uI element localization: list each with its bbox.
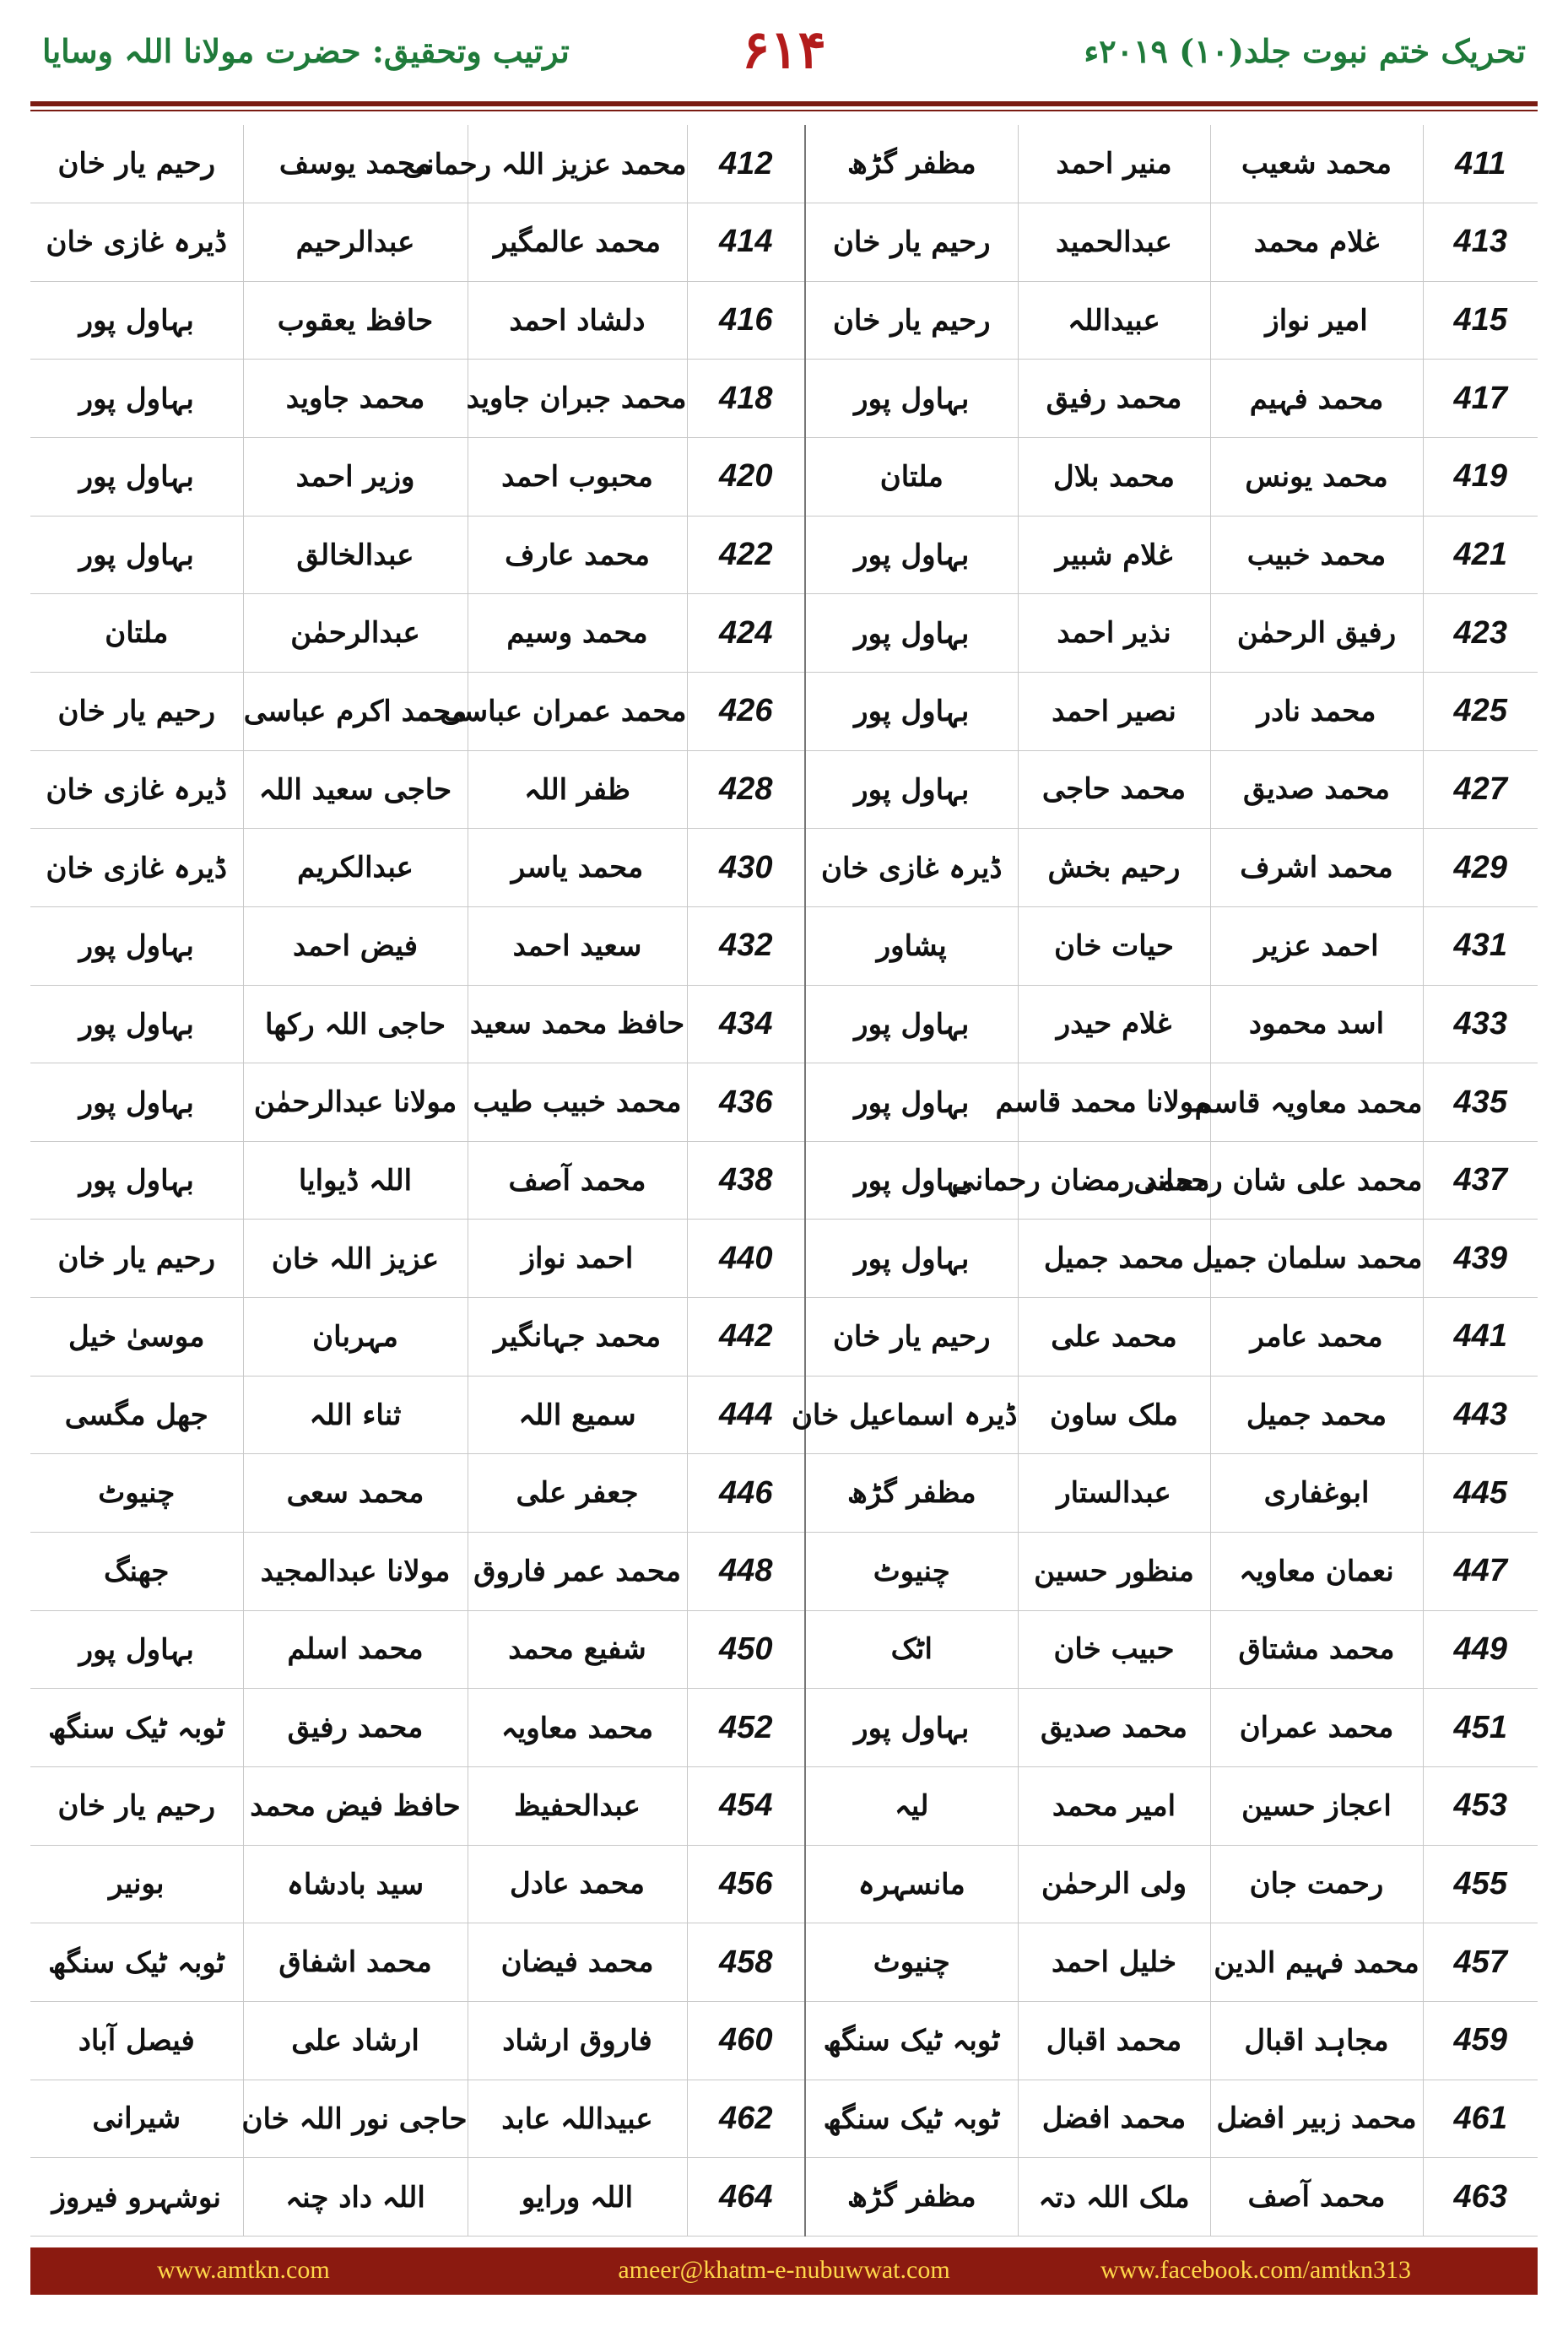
father-name: حافظ فیض محمد [243, 1766, 468, 1845]
father-name: امیر محمد [1018, 1766, 1210, 1845]
city-name: مظفر گڑھ [805, 125, 1018, 203]
father-name: اللہ ڈیوایا [243, 1141, 468, 1220]
city-name: بہاول پور [805, 1220, 1018, 1298]
header-rule [30, 101, 1538, 106]
serial-number: 444 [687, 1376, 805, 1454]
person-name: محمد نادر [1210, 672, 1423, 750]
serial-number: 411 [1423, 125, 1538, 203]
person-name: شفیع محمد [468, 1610, 687, 1689]
table-row [30, 1063, 1538, 1142]
father-name: مہربان [243, 1298, 468, 1377]
person-name: محمد یونس [1210, 438, 1423, 517]
city-name: جھل مگسی [30, 1376, 243, 1454]
table-row [30, 906, 1538, 985]
father-name: ملک اللہ دتہ [1018, 2158, 1210, 2237]
father-name: محمد افضل [1018, 2080, 1210, 2158]
city-name: رحیم یار خان [805, 281, 1018, 360]
city-name: بہاول پور [805, 1689, 1018, 1767]
person-name: محمد عادل [468, 1845, 687, 1923]
serial-number: 430 [687, 829, 805, 907]
father-name: عبدالکریم [243, 829, 468, 907]
serial-number: 460 [687, 2001, 805, 2080]
father-name: ولی الرحمٰن [1018, 1845, 1210, 1923]
city-name: بہاول پور [30, 1063, 243, 1142]
city-name: شیرانی [30, 2080, 243, 2158]
father-name: ارشاد علی [243, 2001, 468, 2080]
person-name: محمد شعیب [1210, 125, 1423, 203]
facebook-link[interactable]: www.facebook.com/amtkn313 [1100, 2256, 1411, 2284]
city-name: ڈیرہ اسماعیل خان [805, 1376, 1018, 1454]
city-name: ٹوبہ ٹیک سنگھ [805, 2080, 1018, 2158]
city-name: بہاول پور [805, 750, 1018, 829]
father-name: محمد علی [1018, 1298, 1210, 1377]
father-name: عبدالرحیم [243, 203, 468, 282]
person-name: محمد فہیم الدین [1210, 1923, 1423, 2002]
city-name: ڈیرہ غازی خان [30, 750, 243, 829]
serial-number: 416 [687, 281, 805, 360]
city-name: بہاول پور [805, 1063, 1018, 1142]
person-name: محمد فیضان [468, 1923, 687, 2002]
city-name: رحیم یار خان [805, 203, 1018, 282]
city-name: ڈیرہ غازی خان [30, 829, 243, 907]
email-link[interactable]: ameer@khatm-e-nubuwwat.com [618, 2256, 950, 2284]
city-name: اٹک [805, 1610, 1018, 1689]
serial-number: 454 [687, 1766, 805, 1845]
city-name: ڈیرہ غازی خان [30, 203, 243, 282]
city-name: مظفر گڑھ [805, 1454, 1018, 1533]
serial-number: 458 [687, 1923, 805, 2002]
serial-number: 434 [687, 985, 805, 1063]
table-row [30, 1454, 1538, 1533]
serial-number: 462 [687, 2080, 805, 2158]
table-row [30, 438, 1538, 517]
serial-number: 419 [1423, 438, 1538, 517]
person-name: محمد معاویہ [468, 1689, 687, 1767]
serial-number: 417 [1423, 360, 1538, 438]
person-name: محمد عالمگیر [468, 203, 687, 282]
city-name: بہاول پور [30, 438, 243, 517]
table-row [30, 1923, 1538, 2002]
serial-number: 415 [1423, 281, 1538, 360]
table-row [30, 1845, 1538, 1923]
father-name: عزیز اللہ خان [243, 1220, 468, 1298]
father-name: حاجی سعید اللہ [243, 750, 468, 829]
serial-number: 435 [1423, 1063, 1538, 1142]
father-name: غلام شبیر [1018, 516, 1210, 594]
table-row [30, 1689, 1538, 1767]
city-name: ملتان [805, 438, 1018, 517]
person-name: محمد جبران جاوید [468, 360, 687, 438]
father-name: محمد بلال [1018, 438, 1210, 517]
person-name: مجاہد اقبال [1210, 2001, 1423, 2080]
book-title: تحریک ختم نبوت جلد(۱۰) ۲۰۱۹ء [1084, 32, 1526, 70]
table-row [30, 360, 1538, 438]
father-name: ملک ساون [1018, 1376, 1210, 1454]
father-name: محمد جاوید [243, 360, 468, 438]
city-name: پشاور [805, 906, 1018, 985]
city-name: بہاول پور [30, 1141, 243, 1220]
person-name: محمد علی شان رحمانی [1210, 1141, 1423, 1220]
city-name: چنیوٹ [805, 1923, 1018, 2002]
father-name: مولانا عبدالمجید [243, 1533, 468, 1611]
father-name: محمد اشفاق [243, 1923, 468, 2002]
city-name: بہاول پور [805, 360, 1018, 438]
serial-number: 425 [1423, 672, 1538, 750]
serial-number: 453 [1423, 1766, 1538, 1845]
father-name: مولانا محمد قاسم [1018, 1063, 1210, 1142]
serial-number: 421 [1423, 516, 1538, 594]
serial-number: 452 [687, 1689, 805, 1767]
serial-number: 455 [1423, 1845, 1538, 1923]
father-name: سید بادشاہ [243, 1845, 468, 1923]
compiler-credit: ترتیب وتحقیق: حضرت مولانا اللہ وسایا [42, 32, 570, 70]
footer-bar [30, 2247, 1538, 2295]
person-name: عبدالحفیظ [468, 1766, 687, 1845]
person-name: فاروق ارشاد [468, 2001, 687, 2080]
father-name: عبدالخالق [243, 516, 468, 594]
city-name: ملتان [30, 594, 243, 673]
serial-number: 414 [687, 203, 805, 282]
city-name: رحیم یار خان [805, 1298, 1018, 1377]
father-name: عبدالستار [1018, 1454, 1210, 1533]
person-name: محمد آصف [1210, 2158, 1423, 2237]
father-name: محمد یوسف [243, 125, 468, 203]
city-name: بہاول پور [30, 985, 243, 1063]
page-number: ۶۱۴ [742, 19, 826, 80]
city-name: بہاول پور [30, 360, 243, 438]
person-name: نعمان معاویہ [1210, 1533, 1423, 1611]
father-name: وزیر احمد [243, 438, 468, 517]
father-name: محمد رفیق [243, 1689, 468, 1767]
serial-number: 429 [1423, 829, 1538, 907]
person-name: محمد عارف [468, 516, 687, 594]
serial-number: 427 [1423, 750, 1538, 829]
table-row [30, 2158, 1538, 2237]
serial-number: 457 [1423, 1923, 1538, 2002]
father-name: حاجی نور اللہ خان [243, 2080, 468, 2158]
father-name: منظور حسین [1018, 1533, 1210, 1611]
person-name: محمد معاویہ قاسم [1210, 1063, 1423, 1142]
person-name: محمد صدیق [1210, 750, 1423, 829]
person-name: محمد عمران عباسی [468, 672, 687, 750]
city-name: موسیٰ خیل [30, 1298, 243, 1377]
city-name: مظفر گڑھ [805, 2158, 1018, 2237]
father-name: نذیر احمد [1018, 594, 1210, 673]
city-name: بہاول پور [30, 906, 243, 985]
father-name: محمد اسلم [243, 1610, 468, 1689]
person-name: دلشاد احمد [468, 281, 687, 360]
father-name: محمد اکرم عباسی [243, 672, 468, 750]
serial-number: 422 [687, 516, 805, 594]
table-row [30, 1766, 1538, 1845]
city-name: بہاول پور [30, 281, 243, 360]
father-name: رحیم بخش [1018, 829, 1210, 907]
page-header [0, 0, 1568, 101]
serial-number: 442 [687, 1298, 805, 1377]
father-name: حافظ یعقوب [243, 281, 468, 360]
father-name: نصیر احمد [1018, 672, 1210, 750]
father-name: ثناء اللہ [243, 1376, 468, 1454]
person-name: محمد سلمان جمیل [1210, 1220, 1423, 1298]
city-name: نوشہرو فیروز [30, 2158, 243, 2237]
table-row [30, 281, 1538, 360]
father-name: محمد رمضان رحمانی [1018, 1141, 1210, 1220]
person-name: امیر نواز [1210, 281, 1423, 360]
person-name: سمیع اللہ [468, 1376, 687, 1454]
city-name: رحیم یار خان [30, 125, 243, 203]
table-row [30, 1141, 1538, 1220]
table-row [30, 1610, 1538, 1689]
person-name: محمد عزیز اللہ رحمانی [468, 125, 687, 203]
table-row [30, 985, 1538, 1063]
city-name: بونیر [30, 1845, 243, 1923]
serial-number: 438 [687, 1141, 805, 1220]
serial-number: 464 [687, 2158, 805, 2237]
city-name: بہاول پور [30, 516, 243, 594]
serial-number: 423 [1423, 594, 1538, 673]
serial-number: 418 [687, 360, 805, 438]
serial-number: 446 [687, 1454, 805, 1533]
person-name: محمد جہانگیر [468, 1298, 687, 1377]
serial-number: 461 [1423, 2080, 1538, 2158]
table-row [30, 1376, 1538, 1454]
names-table [30, 125, 1538, 2237]
person-name: اعجاز حسین [1210, 1766, 1423, 1845]
serial-number: 436 [687, 1063, 805, 1142]
city-name: ٹوبہ ٹیک سنگھ [30, 1689, 243, 1767]
person-name: محمد آصف [468, 1141, 687, 1220]
city-name: جھنگ [30, 1533, 243, 1611]
city-name: لیہ [805, 1766, 1018, 1845]
table-row [30, 516, 1538, 594]
city-name: بہاول پور [805, 1141, 1018, 1220]
father-name: عبیداللہ [1018, 281, 1210, 360]
city-name: چنیوٹ [805, 1533, 1018, 1611]
person-name: محمد عمر فاروق [468, 1533, 687, 1611]
serial-number: 443 [1423, 1376, 1538, 1454]
serial-number: 437 [1423, 1141, 1538, 1220]
city-name: ٹوبہ ٹیک سنگھ [30, 1923, 243, 2002]
city-name: بہاول پور [805, 516, 1018, 594]
father-name: محمد رفیق [1018, 360, 1210, 438]
serial-number: 448 [687, 1533, 805, 1611]
table-row [30, 1298, 1538, 1377]
serial-number: 459 [1423, 2001, 1538, 2080]
person-name: رحمت جان [1210, 1845, 1423, 1923]
table-row [30, 203, 1538, 282]
father-name: محمد حاجی [1018, 750, 1210, 829]
person-name: اللہ ورایو [468, 2158, 687, 2237]
person-name: محمد مشتاق [1210, 1610, 1423, 1689]
names-table-container [30, 125, 1538, 2237]
table-row [30, 1533, 1538, 1611]
serial-number: 447 [1423, 1533, 1538, 1611]
table-row [30, 2001, 1538, 2080]
table-row [30, 594, 1538, 673]
city-name: فیصل آباد [30, 2001, 243, 2080]
serial-number: 420 [687, 438, 805, 517]
table-row [30, 672, 1538, 750]
person-name: رفیق الرحمٰن [1210, 594, 1423, 673]
person-name: محمد جمیل [1210, 1376, 1423, 1454]
serial-number: 440 [687, 1220, 805, 1298]
person-name: محمد عامر [1210, 1298, 1423, 1377]
father-name: غلام حیدر [1018, 985, 1210, 1063]
person-name: عبیداللہ عابد [468, 2080, 687, 2158]
serial-number: 449 [1423, 1610, 1538, 1689]
person-name: محمد خبیب طیب [468, 1063, 687, 1142]
person-name: ظفر اللہ [468, 750, 687, 829]
father-name: فیض احمد [243, 906, 468, 985]
website-link[interactable]: www.amtkn.com [157, 2256, 330, 2284]
serial-number: 433 [1423, 985, 1538, 1063]
city-name: چنیوٹ [30, 1454, 243, 1533]
table-row [30, 750, 1538, 829]
serial-number: 445 [1423, 1454, 1538, 1533]
city-name: بہاول پور [805, 672, 1018, 750]
serial-number: 428 [687, 750, 805, 829]
father-name: محمد اقبال [1018, 2001, 1210, 2080]
person-name: سعید احمد [468, 906, 687, 985]
city-name: ٹوبہ ٹیک سنگھ [805, 2001, 1018, 2080]
person-name: محبوب احمد [468, 438, 687, 517]
person-name: محمد یاسر [468, 829, 687, 907]
serial-number: 426 [687, 672, 805, 750]
city-name: بہاول پور [30, 1610, 243, 1689]
header-rule-thin [30, 110, 1538, 111]
person-name: احمد نواز [468, 1220, 687, 1298]
serial-number: 431 [1423, 906, 1538, 985]
table-row [30, 829, 1538, 907]
father-name: محمد سعی [243, 1454, 468, 1533]
serial-number: 450 [687, 1610, 805, 1689]
father-name: عبدالرحمٰن [243, 594, 468, 673]
person-name: حافظ محمد سعید [468, 985, 687, 1063]
table-body [30, 125, 1538, 2237]
father-name: حاجی اللہ رکھا [243, 985, 468, 1063]
serial-number: 413 [1423, 203, 1538, 282]
father-name: حبیب خان [1018, 1610, 1210, 1689]
city-name: رحیم یار خان [30, 1220, 243, 1298]
table-row [30, 1220, 1538, 1298]
person-name: احمد عزیر [1210, 906, 1423, 985]
father-name: مولانا عبدالرحمٰن [243, 1063, 468, 1142]
city-name: رحیم یار خان [30, 1766, 243, 1845]
father-name: خلیل احمد [1018, 1923, 1210, 2002]
person-name: غلام محمد [1210, 203, 1423, 282]
person-name: جعفر علی [468, 1454, 687, 1533]
serial-number: 439 [1423, 1220, 1538, 1298]
person-name: محمد فہیم [1210, 360, 1423, 438]
serial-number: 463 [1423, 2158, 1538, 2237]
father-name: منیر احمد [1018, 125, 1210, 203]
father-name: اللہ داد چنہ [243, 2158, 468, 2237]
father-name: حیات خان [1018, 906, 1210, 985]
city-name: بہاول پور [805, 985, 1018, 1063]
city-name: ڈیرہ غازی خان [805, 829, 1018, 907]
serial-number: 451 [1423, 1689, 1538, 1767]
person-name: اسد محمود [1210, 985, 1423, 1063]
serial-number: 424 [687, 594, 805, 673]
father-name: محمد صدیق [1018, 1689, 1210, 1767]
person-name: محمد عمران [1210, 1689, 1423, 1767]
table-row [30, 125, 1538, 203]
father-name: محمد جمیل [1018, 1220, 1210, 1298]
person-name: محمد خبیب [1210, 516, 1423, 594]
father-name: عبدالحمید [1018, 203, 1210, 282]
serial-number: 441 [1423, 1298, 1538, 1377]
serial-number: 432 [687, 906, 805, 985]
city-name: بہاول پور [805, 594, 1018, 673]
person-name: ابوغفاری [1210, 1454, 1423, 1533]
city-name: رحیم یار خان [30, 672, 243, 750]
city-name: مانسہرہ [805, 1845, 1018, 1923]
table-row [30, 2080, 1538, 2158]
person-name: محمد اشرف [1210, 829, 1423, 907]
person-name: محمد زبیر افضل [1210, 2080, 1423, 2158]
person-name: محمد وسیم [468, 594, 687, 673]
serial-number: 456 [687, 1845, 805, 1923]
serial-number: 412 [687, 125, 805, 203]
